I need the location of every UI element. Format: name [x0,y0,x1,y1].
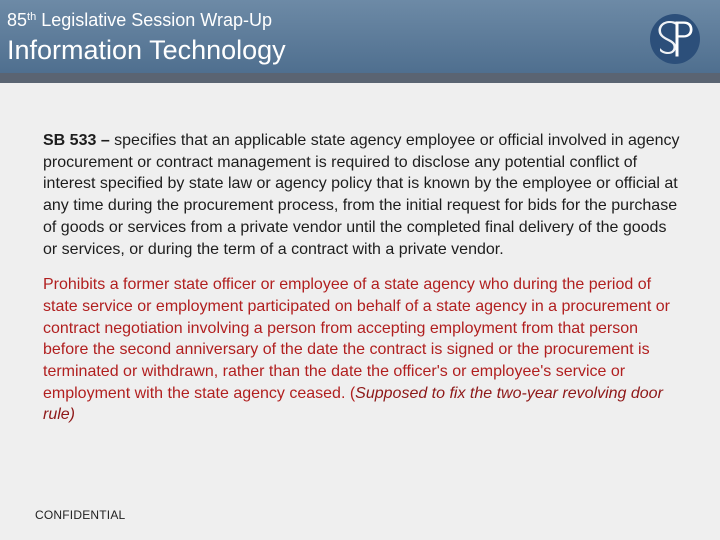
prohibits-text: Prohibits a former state officer or employee of a state agency who during the period of state service or employment participated on behalf of a state agency in a procurement or contract negotiation involving a person from accepting employment from that person before the second anniversary of the date the contract is signed or the procurement is terminated or withdrawn, rather than the date the officer's or employee's service or employment with the state agency ceased. ( [43,276,671,402]
prohibits-paragraph [43,274,683,426]
content-body [43,130,683,426]
bill-paragraph [43,130,683,260]
session-ordinal: th [27,11,37,23]
confidential-label: CONFIDENTIAL [35,508,126,522]
sp-logo-icon [649,13,701,65]
revolving-door-note: Supposed to fix the two-year revolving door rule) [43,384,663,424]
session-number: 85 [7,10,28,30]
session-text: Legislative Session Wrap-Up [36,10,272,30]
bill-number: SB 533 – [43,132,115,149]
session-subtitle [7,9,272,31]
header-separator [0,73,720,83]
page-title: Information Technology [7,35,286,65]
bill-description: specifies that an applicable state agency employee or official involved in agency procurement or contract management is required to disclose any potential conflict of interest specified by state law or agency policy that is known by the employee or official at any time during the procurement process, from the initial request for bids for the purchase of goods or services from a private vendor until the completed final delivery of the goods or services, or during the term of a contract with a private vendor. [43,132,680,258]
